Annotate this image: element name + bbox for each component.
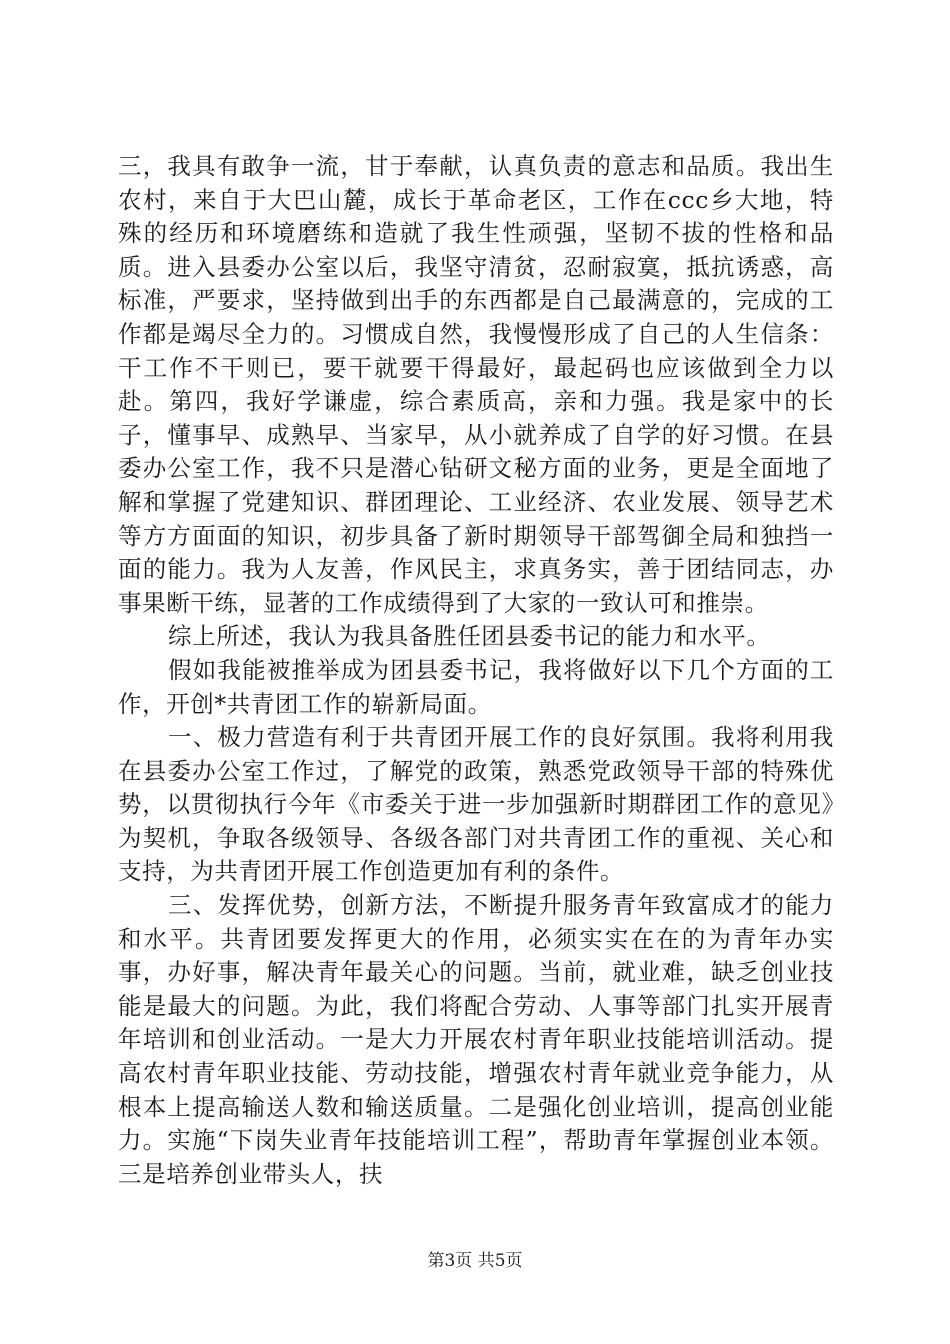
page-number-footer: 第3页 共5页: [427, 1251, 523, 1271]
document-body: [118, 150, 834, 1191]
paragraph-continuation: 三，我具有敢争一流，甘于奉献，认真负责的意志和品质。我出生农村，来自于大巴山麓，成长于革命老区，工作在ccc乡大地，特殊的经历和环境磨练和造就了我生性顽强，坚韧不拔的性格和品质。进入县委办公室以后，我坚守清贫，忍耐寂寞，抵抗诱惑，高标准，严要求，坚持做到出手的东西都是自己最满意的，完成的工作都是竭尽全力的。习惯成自然，我慢慢形成了自己的人生信条：干工作不干则已，要干就要干得最好，最起码也应该做到全力以赴。第四，我好学谦虚，综合素质高，亲和力强。我是家中的长子，懂事早、成熟早、当家早，从小就养成了自学的好习惯。在县委办公室工作，我不只是潜心钻研文秘方面的业务，更是全面地了解和掌握了党建知识、群团理论、工业经济、农业发展、领导艺术等方方面面的知识，初步具备了新时期领导干部驾御全局和独挡一面的能力。我为人友善，作风民主，求真务实，善于团结同志，办事果断干练，显著的工作成绩得到了大家的一致认可和推崇。: [118, 152, 834, 617]
paragraph-summary: 综上所述，我认为我具备胜任团县委书记的能力和水平。: [168, 622, 771, 651]
paragraph-intro: 假如我能被推举成为团县委书记，我将做好以下几个方面的工作，开创*共青团工作的崭新局面。: [118, 655, 834, 718]
paragraph-point-three: 三、发挥优势，创新方法，不断提升服务青年致富成才的能力和水平。共青团要发挥更大的作用，必须实实在在的为青年办实事，办好事，解决青年最关心的问题。当前，就业难，缺乏创业技能是最大的问题。为此，我们将配合劳动、人事等部门扎实开展青年培训和创业活动。一是大力开展农村青年职业技能培训活动。提高农村青年职业技能、劳动技能，增强农村青年就业竞争能力，从根本上提高输送人数和输送质量。二是强化创业培训，提高创业能力。实施“下岗失业青年技能培训工程”，帮助青年掌握创业本领。三是培养创业带头人，扶: [118, 891, 834, 1188]
paragraph-point-one: 一、极力营造有利于共青团开展工作的良好氛围。我将利用我在县委办公室工作过，了解党的政策，熟悉党政领导干部的特殊优势，以贯彻执行今年《市委关于进一步加强新时期群团工作的意见》为契机，争取各级领导、各级各部门对共青团工作的重视、关心和支持，为共青团开展工作创造更加有利的条件。: [118, 723, 834, 886]
